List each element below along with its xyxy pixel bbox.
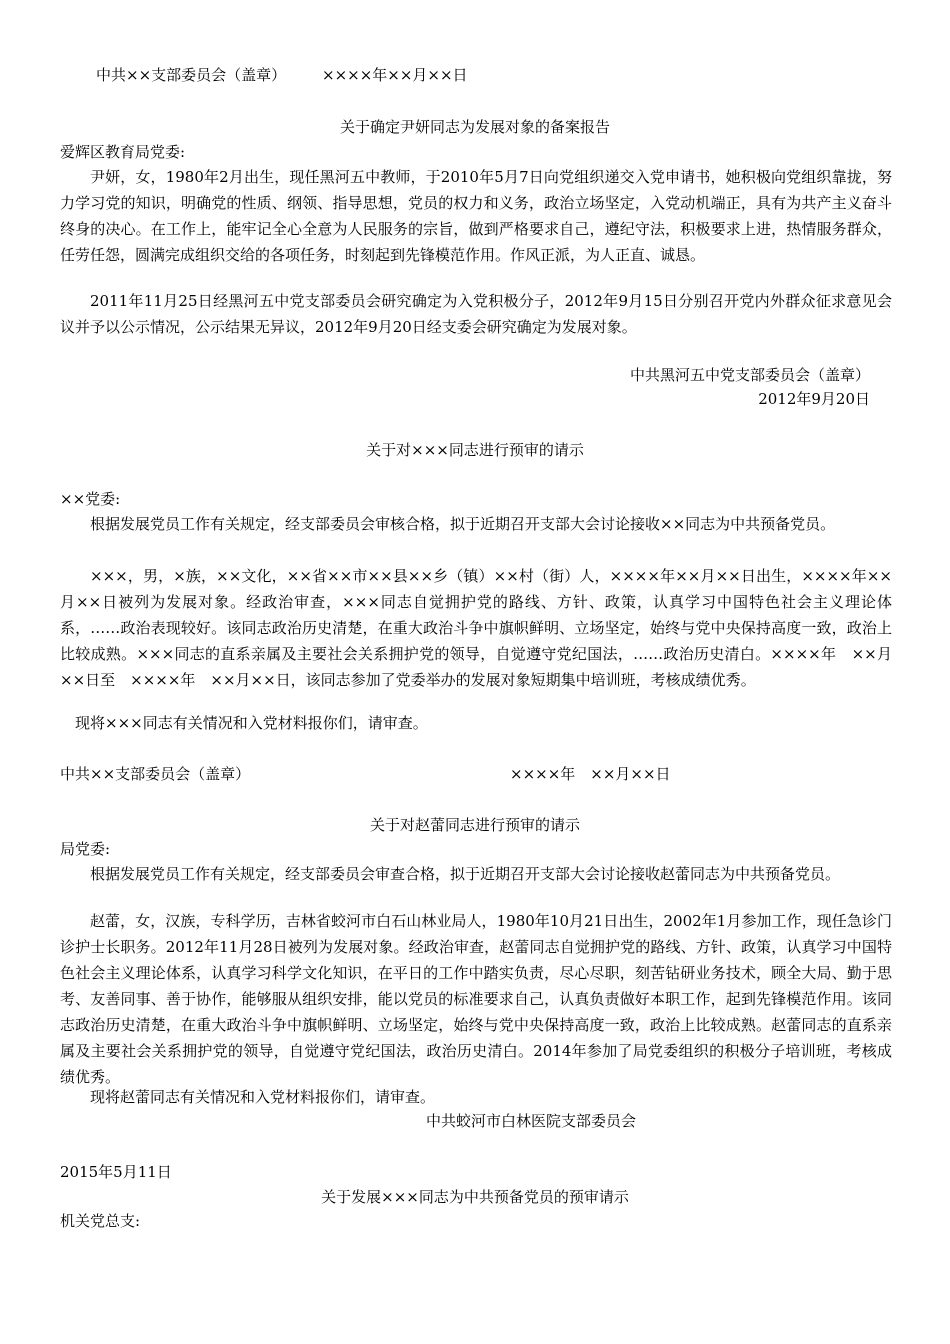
doc3-paragraph-1: 根据发展党员工作有关规定，经支部委员会审核合格，拟于近期召开支部大会讨论接收××同志为中共预备党员。 [90, 515, 836, 533]
doc2-paragraph-2: 2011年11月25日经黑河五中党支部委员会研究确定为入党积极分子，2012年9月15日分别召开党内外群众征求意见会议并予以公示情况，公示结果无异议，2012年9月20日经支委会研究确定为发展对象。 [60, 292, 892, 336]
doc3-paragraph-2: ×××，男，×族，××文化，××省××市××县××乡（镇）××村（街）人，××××年××月××日出生，××××年××月××日被列为发展对象。经政治审查，×××同志自觉拥护党的路线、方针、政策，认真学习中国特色社会主义理论体系，……政治表现较好。该同志政治历史清楚，在重大政治斗争中旗帜鲜明、立场坚定，始终与党中央保持高度一致，政治上比较成熟。×××同志的直系亲属及主要社会关系拥护党的领导，自觉遵守党纪国法，……政治历史清白。××××年 ××月××日至 ××××年 ××月××日，该同志参加了党委举办的发展对象短期集中培训班，考核成绩优秀。 [60, 567, 892, 689]
doc4-paragraph-2: 赵蕾，女，汉族，专科学历，吉林省蛟河市白石山林业局人，1980年10月21日出生，2002年1月参加工作，现任急诊门诊护士长职务。2012年11月28日被列为发展对象。经政治审查，赵蕾同志自觉拥护党的路线、方针、政策，认真学习中国特色社会主义理论体系，认真学习科学文化知识，在平日的工作中踏实负责，尽心尽职，刻苦钻研业务技术，顾全大局、勤于思考、友善同事、善于协作，能够服从组织安排，能以党员的标准要求自己，认真负责做好本职工作，起到先锋模范作用。该同志政治历史清楚，在重大政治斗争中旗帜鲜明、立场坚定，始终与党中央保持高度一致，政治上比较成熟。赵蕾同志的直系亲属及主要社会关系拥护党的领导，自觉遵守党纪国法，政治历史清白。2014年参加了局党委组织的积极分子培训班，考核成绩优秀。 [60, 912, 892, 1086]
doc5-salutation: 机关党总支: [60, 1212, 141, 1230]
doc3-title: 关于对×××同志进行预审的请示 [366, 441, 584, 459]
doc1-org-seal: 中共××支部委员会（盖章） [96, 66, 287, 84]
doc3-salutation: ××党委: [60, 490, 121, 508]
doc2-salutation: 爱辉区教育局党委: [60, 143, 186, 161]
doc2-title: 关于确定尹妍同志为发展对象的备案报告 [339, 118, 610, 136]
doc2-date: 2012年9月20日 [758, 390, 870, 408]
doc4-date: 2015年5月11日 [60, 1163, 172, 1181]
doc4-paragraph-1: 根据发展党员工作有关规定，经支部委员会审查合格，拟于近期召开支部大会讨论接收赵蕾同志为中共预备党员。 [90, 865, 841, 883]
doc4-salutation: 局党委: [60, 840, 111, 858]
doc3-date: ××××年 ××月××日 [510, 765, 671, 783]
doc4-paragraph-3: 现将赵蕾同志有关情况和入党材料报你们，请审查。 [90, 1088, 436, 1106]
doc4-title: 关于对赵蕾同志进行预审的请示 [369, 816, 580, 834]
doc2-signature: 中共黑河五中党支部委员会（盖章） [629, 366, 870, 384]
doc1-date: ××××年××月××日 [322, 66, 468, 84]
doc5-title: 关于发展×××同志为中共预备党员的预审请示 [321, 1188, 629, 1206]
doc3-paragraph-3: 现将×××同志有关情况和入党材料报你们，请审查。 [75, 714, 428, 732]
doc3-signature: 中共××支部委员会（盖章） [60, 765, 251, 783]
doc4-signature: 中共蛟河市白林医院支部委员会 [426, 1112, 637, 1130]
doc2-paragraph-1: 尹妍，女，1980年2月出生，现任黑河五中教师，于2010年5月7日向党组织递交入党申请书，她积极向党组织靠拢，努力学习党的知识，明确党的性质、纲领、指导思想，党员的权力和义务，政治立场坚定，入党动机端正，具有为共产主义奋斗终身的决心。在工作上，能牢记全心全意为人民服务的宗旨，做到严格要求自己，遵纪守法，积极要求上进，热情服务群众，任劳任怨，圆满完成组织交给的各项任务，时刻起到先锋模范作用。作风正派，为人正直、诚恳。 [60, 168, 892, 264]
